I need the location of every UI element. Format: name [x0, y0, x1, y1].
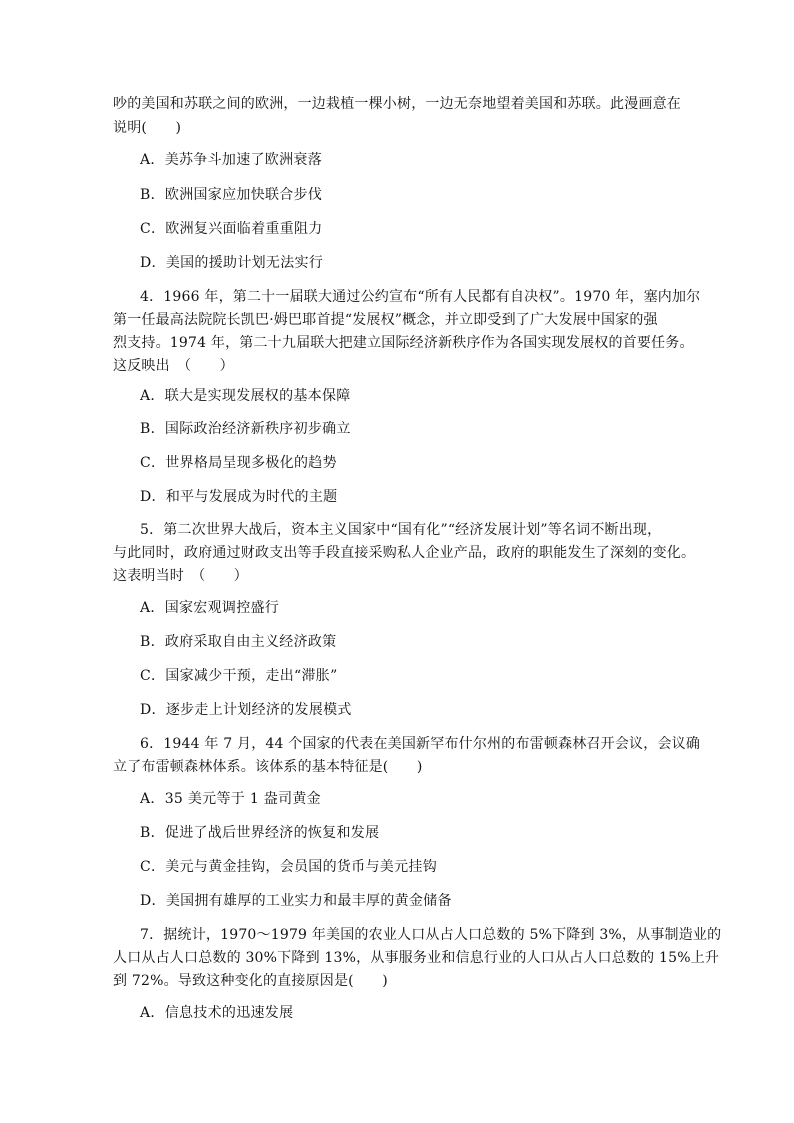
q4-line-3: 烈支持。1974 年，第二十九届联大把建立国际经济新秩序作为各国实现发展权的首要任务。 — [113, 335, 694, 351]
q5-line-3: 这表明当时 （ ） — [113, 568, 248, 584]
q7-line-1: 7．据统计，1970～1979 年美国的农业人口从占人口总数的 5%下降到 3%，从事制造业的 — [140, 927, 722, 943]
q4-option-b: B．国际政治经济新秩序初步确立 — [140, 421, 351, 437]
intro-option-b: B．欧洲国家应加快联合步伐 — [140, 187, 323, 203]
q6-line-1: 6．1944 年 7 月，44 个国家的代表在美国新罕布什尔州的布雷顿森林召开会议，会议确 — [140, 736, 701, 752]
q5-option-b: B．政府采取自由主义经济政策 — [140, 634, 337, 650]
intro-option-a: A．美苏争斗加速了欧洲衰落 — [140, 152, 323, 168]
q5-option-a: A．国家宏观调控盛行 — [140, 600, 280, 616]
q5-line-2: 与此同时，政府通过财政支出等手段直接采购私人企业产品，政府的职能发生了深刻的变化。 — [113, 545, 696, 561]
q4-line-1: 4．1966 年，第二十一届联大通过公约宣布“所有人民都有自决权”。1970 年，塞内加尔 — [140, 289, 701, 305]
q6-option-d: D．美国拥有雄厚的工业实力和最丰厚的黄金储备 — [140, 893, 452, 909]
q6-option-a: A．35 美元等于 1 盎司黄金 — [140, 791, 321, 807]
intro-option-d: D．美国的援助计划无法实行 — [140, 255, 324, 271]
q5-line-1: 5．第二次世界大战后，资本主义国家中“国有化”“经济发展计划”等名词不断出现， — [140, 522, 662, 538]
q4-option-a: A．联大是实现发展权的基本保障 — [140, 388, 351, 404]
q4-line-4: 这反映出 （ ） — [113, 358, 234, 374]
q5-option-c: C．国家减少干预，走出“滞胀” — [140, 668, 338, 684]
q5-option-d: D．逐步走上计划经济的发展模式 — [140, 702, 352, 718]
q6-line-2: 立了布雷顿森林体系。该体系的基本特征是( ) — [113, 759, 423, 775]
q7-line-2: 人口从占人口总数的 30%下降到 13%，从事服务业和信息行业的人口从占人口总数的 15%上升 — [113, 950, 720, 966]
q7-option-a: A．信息技术的迅速发展 — [140, 1005, 294, 1021]
q6-option-c: C．美元与黄金挂钩，会员国的货币与美元挂钩 — [140, 859, 438, 875]
q4-option-d: D．和平与发展成为时代的主题 — [140, 489, 338, 505]
q7-line-3: 到 72%。导致这种变化的直接原因是( ) — [113, 973, 388, 989]
intro-line-1: 吵的美国和苏联之间的欧洲，一边栽植一棵小树，一边无奈地望着美国和苏联。此漫画意在 — [113, 96, 681, 112]
q6-option-b: B．促进了战后世界经济的恢复和发展 — [140, 825, 380, 841]
q4-line-2: 第一任最高法院院长凯巴·姆巴耶首提“发展权”概念，并立即受到了广大发展中国家的强 — [113, 312, 658, 328]
q4-option-c: C．世界格局呈现多极化的趋势 — [140, 455, 337, 471]
intro-line-2: 说明( ) — [113, 120, 182, 136]
intro-option-c: C．欧洲复兴面临着重重阻力 — [140, 221, 323, 237]
